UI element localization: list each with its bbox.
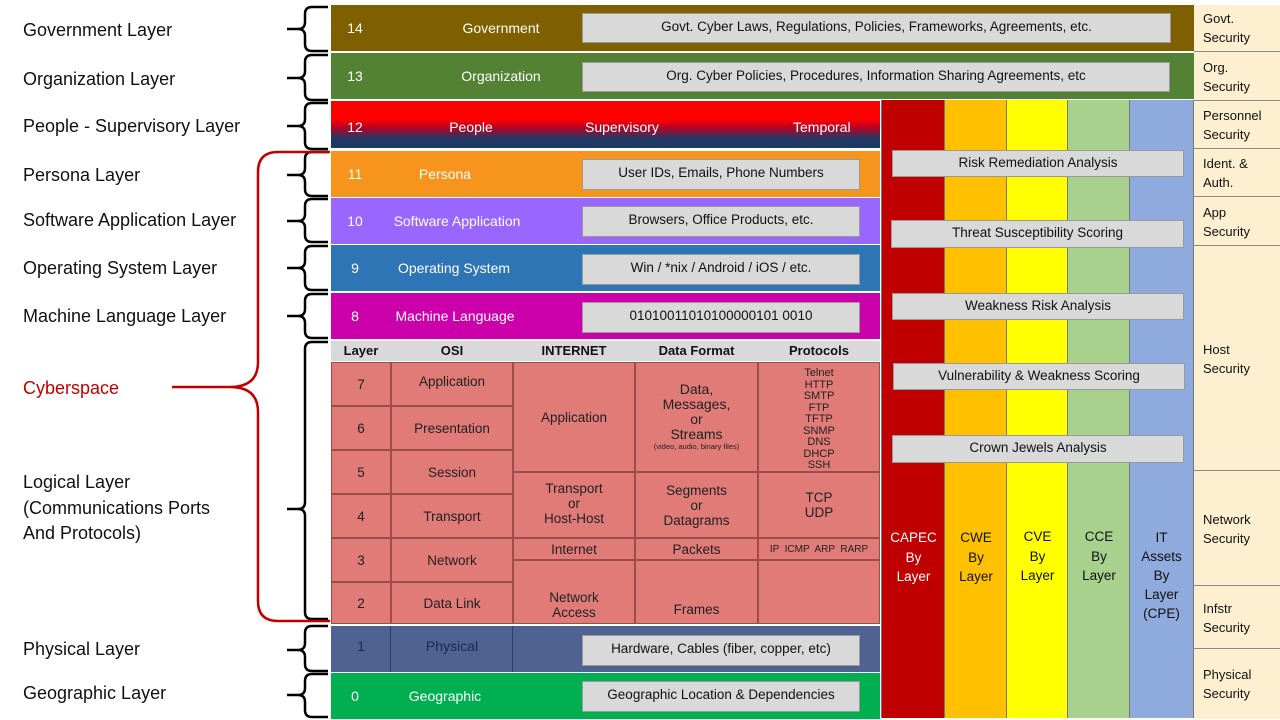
brace-persona xyxy=(287,152,328,196)
osi-network: Network xyxy=(391,538,513,582)
layer-name: Persona xyxy=(418,166,472,182)
format-data-line-4: Streams xyxy=(670,426,723,442)
security-network: Network Security xyxy=(1194,470,1280,586)
protocol-tcp: TCP xyxy=(805,490,833,505)
software-layer-label: Software Application Layer xyxy=(23,210,237,230)
format-data-line-3: or xyxy=(690,411,703,427)
persona-description: User IDs, Emails, Phone Numbers xyxy=(582,159,860,190)
geographic-layer-label: Geographic Layer xyxy=(23,683,167,703)
format-frames: Frames xyxy=(635,560,758,624)
cce-label: CCE By Layer xyxy=(1082,529,1116,583)
layer-number: 1 xyxy=(357,638,365,654)
internet-transport xyxy=(513,472,635,538)
protocols-link xyxy=(758,560,880,624)
os-description: Win / *nix / Android / iOS / etc. xyxy=(582,254,860,285)
layer-number: 13 xyxy=(347,68,363,84)
osi-row-7-num: 7 xyxy=(331,362,391,406)
cyberspace-label: Cyberspace xyxy=(23,378,120,398)
layer-number: 12 xyxy=(347,119,363,135)
weakness-risk-analysis: Weakness Risk Analysis xyxy=(892,293,1184,320)
os-layer-label: Operating System Layer xyxy=(23,258,218,278)
protocol-http: HTTP xyxy=(804,378,834,391)
osi-row-5-num: 5 xyxy=(331,450,391,494)
format-segments xyxy=(635,472,758,538)
protocol-udp: UDP xyxy=(804,505,834,520)
organization-description: Org. Cyber Policies, Procedures, Information Sharing Agreements, etc xyxy=(582,62,1170,92)
security-infstr: Infstr Security xyxy=(1194,585,1280,649)
protocol-telnet: Telnet xyxy=(804,367,834,379)
internet-internet: Internet xyxy=(513,538,635,560)
layer-name: Machine Language xyxy=(395,308,515,324)
layer-name: People xyxy=(449,119,493,135)
osi-row-6-num: 6 xyxy=(331,406,391,450)
brace-geographic xyxy=(287,674,328,717)
threat-susceptibility-scoring: Threat Susceptibility Scoring xyxy=(891,220,1184,248)
internet-netaccess-line-1: Network xyxy=(549,590,599,605)
protocol-dns: DNS xyxy=(807,436,831,448)
capec-column xyxy=(881,100,946,718)
layer-number: 11 xyxy=(347,166,363,182)
header-layer: Layer xyxy=(343,343,379,358)
format-data-line-1: Data, xyxy=(679,381,714,397)
format-seg-line-3: Datagrams xyxy=(663,512,730,528)
protocol-ftp: FTP xyxy=(808,401,830,414)
layer-name: Operating System xyxy=(397,260,511,276)
supervisory-label: Supervisory xyxy=(585,119,659,135)
layer-number: 14 xyxy=(347,20,363,36)
protocol-smtp: SMTP xyxy=(803,390,835,402)
temporal-label: Temporal xyxy=(793,119,851,135)
internet-transport-line-1: Transport xyxy=(545,481,603,496)
brace-machine xyxy=(287,294,328,338)
security-personnel: Personnel Security xyxy=(1194,100,1280,149)
crown-jewels-analysis: Crown Jewels Analysis xyxy=(892,435,1184,463)
layer-name: Physical xyxy=(425,638,479,654)
internet-transport-line-3: Host-Host xyxy=(543,511,604,526)
protocol-tftp: TFTP xyxy=(805,413,833,425)
organization-layer-label: Organization Layer xyxy=(23,69,176,89)
osi-session: Session xyxy=(391,450,513,494)
brace-physical xyxy=(287,626,328,671)
layer-number: 0 xyxy=(351,688,359,704)
brace-organization xyxy=(287,55,328,100)
layer-number: 10 xyxy=(347,213,363,229)
internet-network-access xyxy=(513,560,635,624)
security-app: App Security xyxy=(1194,196,1280,246)
it-assets-column xyxy=(1129,100,1194,718)
protocols-transport xyxy=(758,472,880,538)
protocol-snmp: SNMP xyxy=(803,424,835,437)
brace-people xyxy=(287,103,328,149)
brace-logical xyxy=(287,342,328,619)
internet-netaccess-line-2: Access xyxy=(552,605,596,620)
internet-application: Application xyxy=(513,362,635,472)
cwe-column xyxy=(944,100,1008,718)
machine-layer-label: Machine Language Layer xyxy=(23,306,227,326)
it-assets-label: IT Assets By Layer (CPE) xyxy=(1141,530,1182,621)
layer-number: 9 xyxy=(351,260,359,276)
cce-column xyxy=(1067,100,1131,718)
layer-name: Government xyxy=(462,20,540,36)
vulnerability-weakness-scoring: Vulnerability & Weakness Scoring xyxy=(893,363,1185,390)
physical-layer-label: Physical Layer xyxy=(23,639,141,659)
cve-column xyxy=(1006,100,1069,718)
government-layer-label: Government Layer xyxy=(23,20,173,40)
physical-description: Hardware, Cables (fiber, copper, etc) xyxy=(582,635,860,666)
protocol-ssh: SSH xyxy=(807,459,831,471)
internet-transport-line-2: or xyxy=(567,496,580,511)
protocol-dhcp: DHCP xyxy=(803,447,835,460)
risk-remediation-analysis: Risk Remediation Analysis xyxy=(892,150,1184,177)
security-org: Org. Security xyxy=(1194,51,1280,101)
layer-12-people xyxy=(331,101,880,148)
osi-data-link: Data Link xyxy=(391,582,513,624)
cwe-label: CWE By Layer xyxy=(959,530,993,584)
header-protocols: Protocols xyxy=(789,343,849,358)
osi-presentation: Presentation xyxy=(391,406,513,450)
format-data-note: (video, audio, binary files) xyxy=(653,442,740,451)
header-osi: OSI xyxy=(440,343,464,358)
protocols-application xyxy=(758,362,880,472)
format-data-line-2: Messages, xyxy=(662,396,731,412)
logical-layer-label-1: Logical Layer xyxy=(23,472,131,492)
header-internet: INTERNET xyxy=(541,343,607,358)
layer-name: Geographic xyxy=(408,688,482,704)
osi-application: Application xyxy=(391,362,513,406)
security-physical: Physical Security xyxy=(1194,648,1280,719)
osi-row-3-num: 3 xyxy=(331,538,391,582)
header-data-format: Data Format xyxy=(658,343,735,358)
layer-name: Software Application xyxy=(393,213,521,229)
brace-software xyxy=(287,199,328,242)
people-layer-label: People - Supervisory Layer xyxy=(23,116,241,136)
capec-label: CAPEC By Layer xyxy=(890,530,937,584)
osi-row-2-num: 2 xyxy=(331,582,391,624)
osi-transport: Transport xyxy=(391,494,513,538)
format-packets: Packets xyxy=(635,538,758,560)
logical-layer-label-2: (Communications Ports xyxy=(23,498,211,518)
format-data xyxy=(635,362,758,472)
security-host: Host Security xyxy=(1194,245,1280,471)
persona-layer-label: Persona Layer xyxy=(23,165,141,185)
brace-os xyxy=(287,246,328,290)
security-ident-auth: Ident. & Auth. xyxy=(1194,148,1280,197)
brace-government xyxy=(287,7,328,51)
osi-row-4-num: 4 xyxy=(331,494,391,538)
cve-label: CVE By Layer xyxy=(1020,529,1055,583)
layer-name: Organization xyxy=(461,68,541,84)
format-seg-line-2: or xyxy=(690,497,703,513)
logical-layer-label-3: And Protocols) xyxy=(23,523,142,543)
software-description: Browsers, Office Products, etc. xyxy=(582,206,860,237)
protocols-network: IP ICMP ARP RARP xyxy=(758,538,880,560)
government-description: Govt. Cyber Laws, Regulations, Policies, Frameworks, Agreements, etc. xyxy=(582,13,1171,43)
machine-description: 01010011010100000101 0010 xyxy=(582,302,860,333)
layer-number: 8 xyxy=(351,308,359,324)
format-seg-line-1: Segments xyxy=(666,482,727,498)
geographic-description: Geographic Location & Dependencies xyxy=(582,681,860,712)
security-govt: Govt. Security xyxy=(1194,5,1280,51)
